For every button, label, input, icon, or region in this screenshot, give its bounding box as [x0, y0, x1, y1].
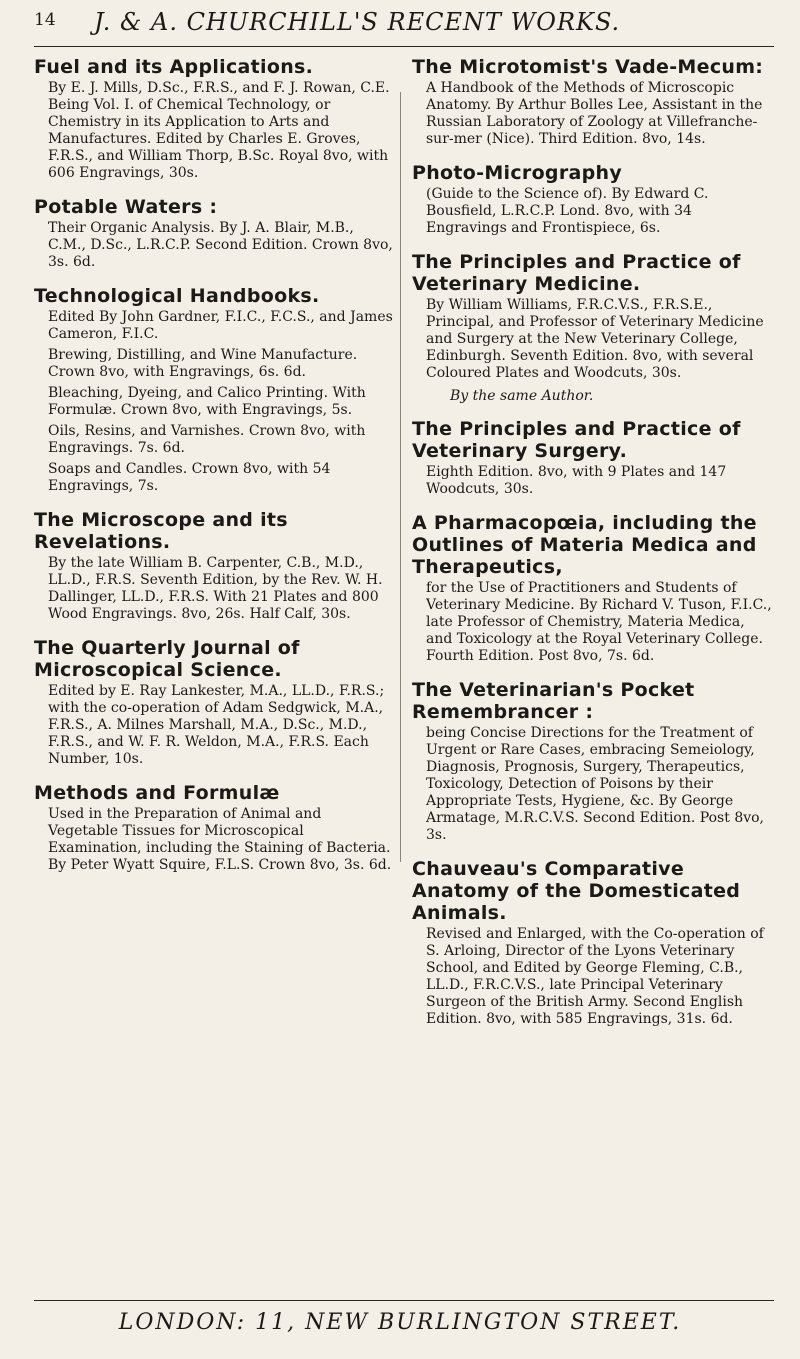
book-description: Their Organic Analysis. By J. A. Blair, M.B., C.M., D.Sc., L.R.C.P. Second Edition. Crown 8vo, 3s. 6d.	[48, 220, 393, 270]
publisher-imprint: LONDON: 11, NEW BURLINGTON STREET.	[118, 1310, 682, 1335]
book-title: The Quarterly Journal of Microscopical Science.	[34, 637, 300, 681]
book-entry	[412, 858, 772, 1028]
handbook-item: Soaps and Candles. Crown 8vo, with 54 Engravings, 7s.	[48, 461, 331, 494]
book-title: A Pharmacopœia, including the Outlines of Materia Medica and Therapeutics,	[412, 512, 757, 578]
book-description: Edited by E. Ray Lankester, M.A., LL.D., F.R.S.; with the co-operation of Adam Sedgwick, M.A., F.R.S., A. Milnes Marshall, M.A., D.Sc., M.D., F.R.S., and W. F. R. Weldon, M.A., F.R.S. Each Number, 10s.	[48, 683, 385, 767]
running-head: J. & A. CHURCHILL'S RECENT WORKS.	[94, 8, 621, 36]
book-entry	[412, 512, 772, 665]
book-description: (Guide to the Science of). By Edward C. Bousfield, L.R.C.P. Lond. 8vo, with 34 Engravings and Frontispiece, 6s.	[426, 186, 709, 236]
book-entry	[412, 251, 772, 404]
book-description: Edited By John Gardner, F.I.C., F.C.S., and James Cameron, F.I.C.	[48, 309, 393, 342]
book-title: Methods and Formulæ	[34, 782, 280, 804]
column-divider	[400, 92, 401, 862]
header-rule	[34, 46, 774, 47]
book-title: Potable Waters :	[34, 196, 218, 218]
book-entry	[34, 637, 394, 768]
page-header	[34, 6, 774, 46]
book-description: A Handbook of the Methods of Microscopic Anatomy. By Arthur Bolles Lee, Assistant in the Russian Laboratory of Zoology at Villefranche-sur-mer (Nice). Third Edition. 8vo, 14s.	[426, 80, 763, 147]
footer-rule	[34, 1300, 774, 1301]
handbook-item: Bleaching, Dyeing, and Calico Printing. With Formulæ. Crown 8vo, with Engravings, 5s.	[48, 385, 366, 418]
book-title: Photo-Micrography	[412, 162, 623, 184]
book-description: Revised and Enlarged, with the Co-operation of S. Arloing, Director of the Lyons Veterinary School, and Edited by George Fleming, C.B., LL.D., F.R.C.V.S., late Principal Veterinary Surgeon of the British Army. Second English Edition. 8vo, with 585 Engravings, 31s. 6d.	[426, 926, 764, 1027]
book-entry	[34, 196, 394, 271]
book-description: By E. J. Mills, D.Sc., F.R.S., and F. J. Rowan, C.E. Being Vol. I. of Chemical Technology, or Chemistry in its Application to Arts and Manufactures. Edited by Charles E. Groves, F.R.S., and William Thorp, B.Sc. Royal 8vo, with 606 Engravings, 30s.	[48, 80, 390, 181]
book-entry	[34, 782, 394, 874]
book-title: The Microscope and its Revelations.	[34, 509, 288, 553]
left-column	[34, 56, 394, 888]
book-description: for the Use of Practitioners and Students of Veterinary Medicine. By Richard V. Tuson, F.I.C., late Professor of Chemistry, Materia Medica, and Toxicology at the Royal Veterinary College. Fourth Edition. Post 8vo, 7s. 6d.	[426, 580, 772, 664]
handbook-item: Brewing, Distilling, and Wine Manufacture. Crown 8vo, with Engravings, 6s. 6d.	[48, 347, 358, 380]
book-entry	[412, 56, 772, 148]
handbook-item: Oils, Resins, and Varnishes. Crown 8vo, with Engravings. 7s. 6d.	[48, 423, 366, 456]
book-title: Fuel and its Applications.	[34, 56, 314, 78]
same-author-note: By the same Author.	[450, 388, 594, 404]
book-description: By William Williams, F.R.C.V.S., F.R.S.E., Principal, and Professor of Veterinary Medicine and Surgery at the New Veterinary College, Edinburgh. Seventh Edition. 8vo, with several Coloured Plates and Woodcuts, 30s.	[426, 297, 764, 381]
book-description: Used in the Preparation of Animal and Vegetable Tissues for Microscopical Examination, including the Staining of Bacteria. By Peter Wyatt Squire, F.L.S. Crown 8vo, 3s. 6d.	[48, 806, 392, 873]
book-title: The Principles and Practice of Veterinary Medicine.	[412, 251, 741, 295]
page-number: 14	[34, 10, 56, 30]
book-entry	[34, 285, 394, 495]
book-title: The Microtomist's Vade-Mecum:	[412, 56, 764, 78]
book-entry	[412, 418, 772, 498]
book-entry	[34, 509, 394, 623]
book-title: The Veterinarian's Pocket Remembrancer :	[412, 679, 695, 723]
book-description: By the late William B. Carpenter, C.B., M.D., LL.D., F.R.S. Seventh Edition, by the Rev. W. H. Dallinger, LL.D., F.R.S. With 21 Plates and 800 Wood Engravings. 8vo, 26s. Half Calf, 30s.	[48, 555, 383, 622]
book-title: Technological Handbooks.	[34, 285, 320, 307]
book-entry	[412, 679, 772, 844]
book-entry	[412, 162, 772, 237]
book-description: Eighth Edition. 8vo, with 9 Plates and 147 Woodcuts, 30s.	[426, 464, 727, 497]
right-column	[412, 56, 772, 1042]
book-title: Chauveau's Comparative Anatomy of the Domesticated Animals.	[412, 858, 741, 924]
book-entry	[34, 56, 394, 182]
book-title: The Principles and Practice of Veterinary Surgery.	[412, 418, 741, 462]
book-description: being Concise Directions for the Treatment of Urgent or Rare Cases, embracing Semeiology, Diagnosis, Prognosis, Surgery, Therapeutics, Toxicology, Detection of Poisons by their Appropriate Tests, Hygiene, &c. By George Armatage, M.R.C.V.S. Second Edition. Post 8vo, 3s.	[426, 725, 765, 843]
